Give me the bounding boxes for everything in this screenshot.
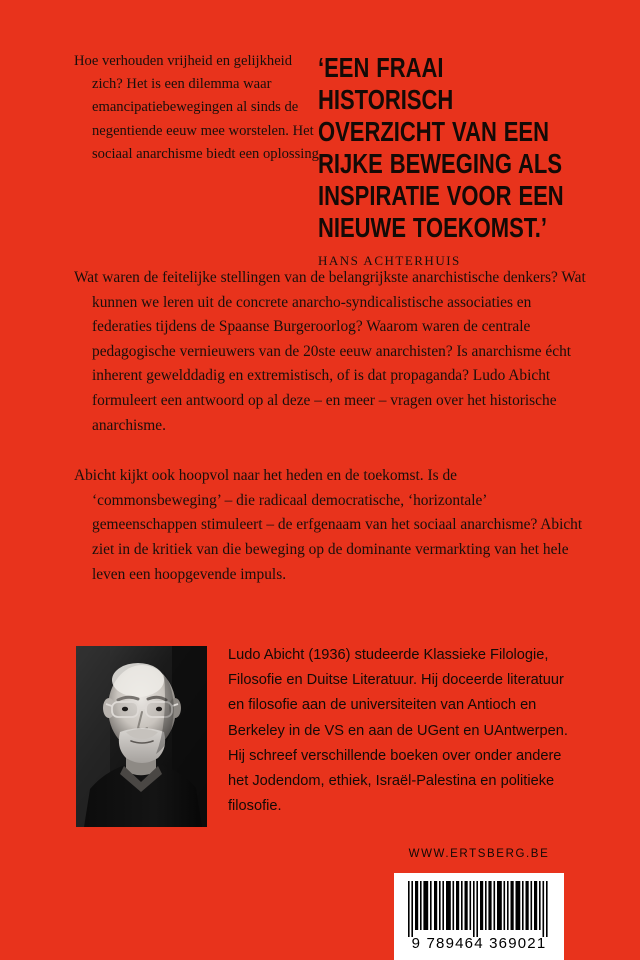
portrait-image [76,646,207,827]
pull-quote-attribution: HANS ACHTERHUIS [318,253,461,268]
blurb-paragraph-2: Abicht kijkt ook hoopvol naar het heden en de toekomst. Is de ‘commonsbeweging’ – die radicaal democratische, ‘horizontale’ gemeenschappen stimuleert – de erfgenaam van het sociaal anarchisme? Abicht ziet in de kritiek van die beweging op de dominante vermarkting van het hele leven een hoopgevende impuls. [74,467,583,583]
intro-paragraph: Hoe verhouden vrijheid en gelijkheid zich? Het is een dilemma waar emancipatiebewegingen al sinds de negentiende eeuw mee worstelen. Het sociaal anarchisme biedt een oplossing. [74,53,323,162]
blurb-paragraph-1: Wat waren de feitelijke stellingen van de belangrijkste anarchistische denkers? Wat kunnen we leren uit de concrete anarcho-syndicalistische associaties en federaties tijdens de Spaanse Burgeroorlog? Waarom waren de centrale pedagogische vernieuwers van de 20ste eeuw anarchisten? Is anarchisme écht inherent gewelddadig en extremistisch, of is dat propaganda? Ludo Abicht formuleert een antwoord op al deze – en meer – vragen over het historische anarchisme. [74,269,586,434]
author-bio-text: Ludo Abicht (1936) studeerde Klassieke Filologie, Filosofie en Duitse Literatuur. Hij doceerde literatuur en filosofie aan de universiteiten van Antioch en Berkeley in de VS en aan de UGent en UAntwerpen. Hij schreef verschillende boeken over onder andere het Jodendom, ethiek, Israël-Palestina en politieke filosofie. [228,647,568,815]
publisher-website-url[interactable]: WWW.ERTSBERG.BE [408,848,550,860]
pull-quote-block [318,52,580,269]
ean13-barcode-icon [406,881,552,937]
isbn-barcode-number: 9 789464 369021 [411,935,547,952]
author-portrait-photo [76,646,207,827]
barcode-panel [394,873,564,960]
pull-quote-text: ‘EEN FRAAI HISTORISCH OVERZICHT VAN EEN RIJKE BEWEGING ALS INSPIRATIE VOOR EEN NIEUWE TOEKOMST.’ [318,52,564,243]
blurb-body [74,266,586,587]
